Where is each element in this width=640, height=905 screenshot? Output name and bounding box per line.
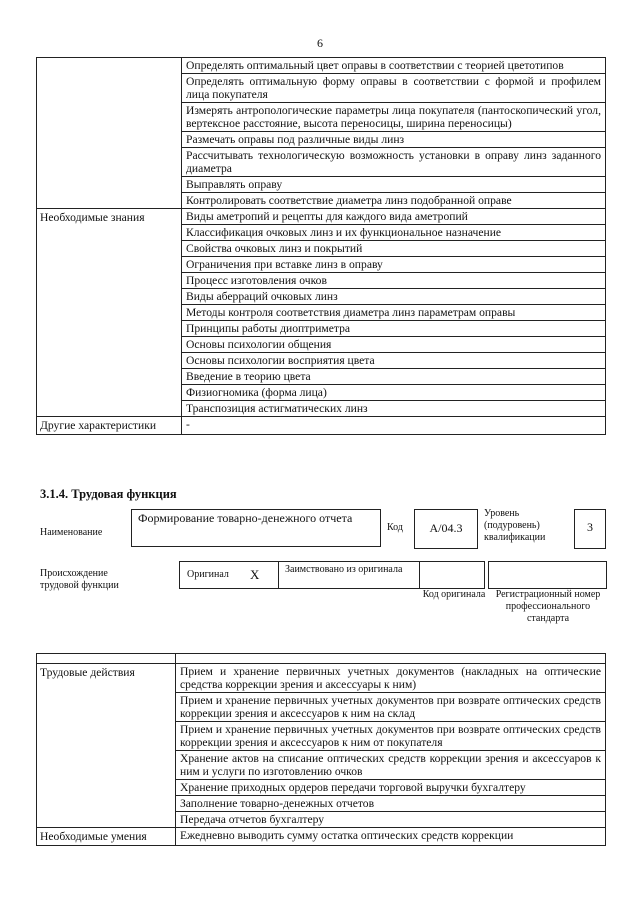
reg-number-label: Регистрационный номер профессионального стандарта (495, 589, 601, 624)
knowledge-item: Классификация очковых линз и их функциональное назначение (182, 225, 606, 241)
knowledge-item: Основы психологии восприятия цвета (182, 353, 606, 369)
borrowed-label: Заимствовано из оригинала (285, 564, 403, 575)
action-item: Хранение актов на списание оптических средств коррекции зрения и аксессуаров к ним и услуги по изготовлению очков (176, 751, 606, 780)
knowledge-item: Процесс изготовления очков (182, 273, 606, 289)
knowledge-item: Физиогномика (форма лица) (182, 385, 606, 401)
knowledge-item: Виды аберраций очковых линз (182, 289, 606, 305)
level-value: 3 (574, 509, 606, 549)
borrowed-cell (278, 561, 420, 589)
spacer-cell (37, 654, 176, 664)
origin-label: Происхождение трудовой функции (40, 568, 119, 591)
section-title: 3.1.4. Трудовая функция (40, 487, 177, 501)
knowledge-item: Свойства очковых линз и покрытий (182, 241, 606, 257)
knowledge-item: Транспозиция астигматических линз (182, 401, 606, 417)
actions-label: Трудовые действия (37, 664, 176, 828)
skill-item: Контролировать соответствие диаметра линз подобранной оправе (182, 193, 606, 209)
original-label: Оригинал (187, 569, 229, 580)
level-label: Уровень (подуровень) квалификации (484, 508, 546, 543)
skill-item: Измерять антропологические параметры лица покупателя (пантоскопический угол, вертексное расстояние, высота переносицы, ширина переносицы) (182, 103, 606, 132)
action-item: Заполнение товарно-денежных отчетов (176, 796, 606, 812)
spacer-cell (176, 654, 606, 664)
knowledge-item: Ограничения при вставке линз в оправу (182, 257, 606, 273)
original-mark: X (250, 567, 260, 582)
skill-item: Выправлять оправу (182, 177, 606, 193)
knowledge-item: Виды аметропий и рецепты для каждого вида аметропий (182, 209, 606, 225)
other-characteristics-value: - (182, 417, 606, 435)
skills-knowledge-table (36, 57, 606, 435)
skills-label: Необходимые умения (37, 828, 176, 846)
knowledge-item: Принципы работы диоптриметра (182, 321, 606, 337)
original-cell (179, 561, 278, 589)
code-original-label: Код оригинала (422, 589, 486, 600)
action-item: Прием и хранение первичных учетных документов (накладных на оптические средства коррекции зрения и аксессуары к ним) (176, 664, 606, 693)
reg-number-box (488, 561, 607, 589)
name-label: Наименование (40, 527, 103, 538)
knowledge-item: Методы контроля соответствия диаметра линз параметрам оправы (182, 305, 606, 321)
code-label: Код (387, 522, 403, 533)
action-item: Хранение приходных ордеров передачи торговой выручки бухгалтеру (176, 780, 606, 796)
skill-item: Размечать оправы под различные виды линз (182, 132, 606, 148)
skill-item: Рассчитывать технологическую возможность установки в оправу линз заданного диаметра (182, 148, 606, 177)
labor-actions-table (36, 653, 606, 846)
page-number: 6 (317, 36, 323, 50)
name-value: Формирование товарно-денежного отчета (131, 509, 381, 547)
action-item: Прием и хранение первичных учетных документов при возврате оптических средств коррекции зрения и аксессуаров к ним на склад (176, 693, 606, 722)
action-item: Прием и хранение первичных учетных документов при возврате оптических средств коррекции зрения и аксессуаров к ним от покупателя (176, 722, 606, 751)
action-item: Передача отчетов бухгалтеру (176, 812, 606, 828)
knowledge-item: Введение в теорию цвета (182, 369, 606, 385)
skill-item: Определять оптимальный цвет оправы в соответствии с теорией цветотипов (182, 58, 606, 74)
code-value: A/04.3 (414, 509, 478, 549)
knowledge-label: Необходимые знания (37, 209, 182, 417)
skill-item: Определять оптимальную форму оправы в соответствии с формой и профилем лица покупателя (182, 74, 606, 103)
skills-label-cell (37, 58, 182, 209)
skill-item: Ежедневно выводить сумму остатка оптических средств коррекции (176, 828, 606, 846)
knowledge-item: Основы психологии общения (182, 337, 606, 353)
other-characteristics-label: Другие характеристики (37, 417, 182, 435)
code-original-box (420, 561, 485, 589)
